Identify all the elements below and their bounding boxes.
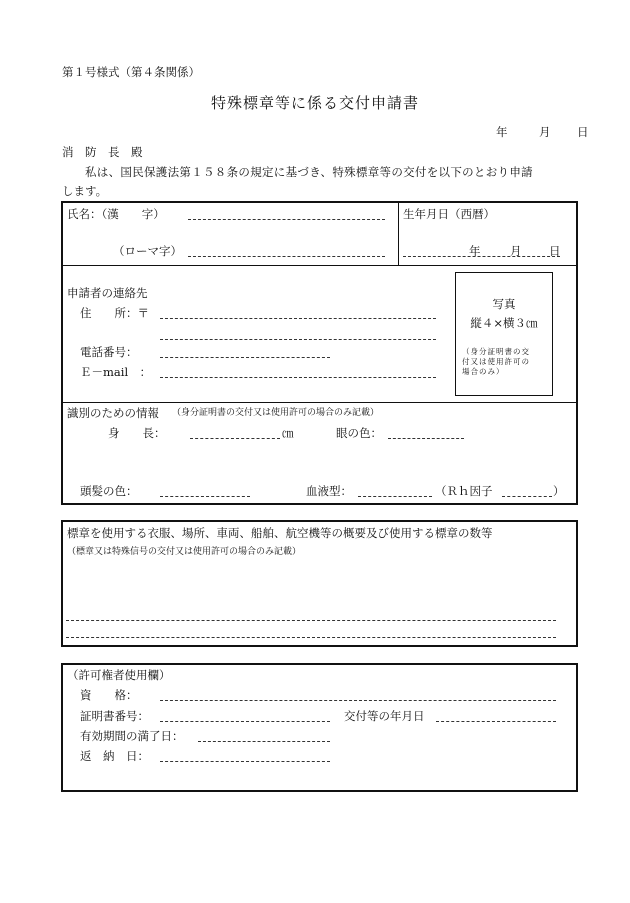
eye-color-field[interactable] — [388, 438, 464, 439]
qualification-field[interactable] — [160, 700, 556, 701]
hair-color-field[interactable] — [160, 496, 250, 497]
identification-heading: 識別のための情報 — [67, 406, 159, 420]
name-kanji-field[interactable] — [188, 219, 385, 220]
authority-use-box — [61, 663, 578, 792]
height-field[interactable] — [190, 438, 280, 439]
email-field[interactable] — [160, 377, 436, 378]
name-roman-label: （ローマ字） — [113, 244, 182, 258]
address-field-2[interactable] — [160, 339, 436, 340]
issue-date-field[interactable] — [436, 721, 556, 722]
phone-label: 電話番号： — [80, 345, 138, 359]
birthdate-label: 生年月日（西暦） — [403, 207, 495, 221]
rh-factor-field[interactable] — [502, 496, 552, 497]
blood-type-label: 血液型： — [306, 484, 352, 498]
authority-use-heading: （許可権者使用欄） — [67, 668, 171, 682]
address-field-1[interactable] — [160, 318, 436, 319]
addressee: 消 防 長 殿 — [62, 145, 143, 159]
divider-1 — [62, 265, 576, 266]
emblem-usage-note: （標章又は特殊信号の交付又は使用許可の場合のみ記載） — [67, 547, 302, 557]
contact-heading: 申請者の連絡先 — [67, 286, 148, 300]
divider-2 — [62, 402, 576, 403]
photo-box[interactable] — [455, 272, 553, 396]
issue-date-label: 交付等の年月日 — [344, 709, 425, 723]
page-title: 特殊標章等に係る交付申請書 — [210, 94, 419, 112]
birth-month-unit: 月 — [510, 244, 522, 258]
rh-factor-close: ） — [553, 484, 565, 498]
date-year: 年 — [496, 125, 508, 139]
expiry-date-label: 有効期間の満了日： — [80, 729, 184, 743]
return-date-label: 返 納 日： — [80, 749, 149, 763]
name-roman-field[interactable] — [188, 256, 385, 257]
return-date-field[interactable] — [160, 761, 330, 762]
photo-note-3: 場合のみ） — [462, 367, 505, 376]
birthdate-field[interactable] — [403, 256, 560, 257]
intro-line2: します。 — [62, 184, 108, 198]
birth-day-unit: 日 — [549, 244, 561, 258]
address-label: 住 所：〒 — [80, 306, 149, 320]
phone-field[interactable] — [160, 357, 330, 358]
intro-line1: 私は、国民保護法第１５８条の規定に基づき、特殊標章等の交付を以下のとおり申請 — [85, 165, 533, 179]
cert-number-field[interactable] — [160, 721, 330, 722]
birth-year-unit: 年 — [469, 244, 481, 258]
expiry-date-field[interactable] — [198, 741, 330, 742]
date-day: 日 — [577, 125, 589, 139]
name-kanji-label: 氏名：（漢 字） — [67, 207, 165, 221]
date-month: 月 — [539, 125, 551, 139]
eye-color-label: 眼の色： — [336, 426, 382, 440]
emblem-usage-heading: 標章を使用する衣服、場所、車両、船舶、航空機等の概要及び使用する標章の数等 — [67, 526, 493, 540]
emblem-usage-line-1[interactable] — [66, 620, 556, 621]
form-number: 第１号様式（第４条関係） — [62, 65, 200, 79]
photo-title: 写真 — [492, 297, 516, 311]
cert-number-label: 証明書番号： — [80, 709, 149, 723]
email-label: Ｅ－mail ： — [80, 365, 152, 379]
height-label: 身 長： — [108, 426, 166, 440]
divider-birth — [398, 202, 399, 265]
photo-size: 縦４×横３㎝ — [470, 316, 538, 330]
identification-note: （身分証明書の交付又は使用許可の場合のみ記載） — [172, 408, 380, 418]
rh-factor-label: （Ｒｈ因子 — [435, 484, 493, 498]
qualification-label: 資 格： — [80, 688, 138, 702]
photo-note-2: 付又は使用許可の — [462, 357, 530, 366]
hair-color-label: 頭髪の色： — [80, 484, 138, 498]
blood-type-field[interactable] — [358, 496, 432, 497]
photo-note-1: （身分証明書の交 — [462, 347, 530, 356]
height-unit: ㎝ — [282, 426, 294, 440]
emblem-usage-line-2[interactable] — [66, 637, 556, 638]
